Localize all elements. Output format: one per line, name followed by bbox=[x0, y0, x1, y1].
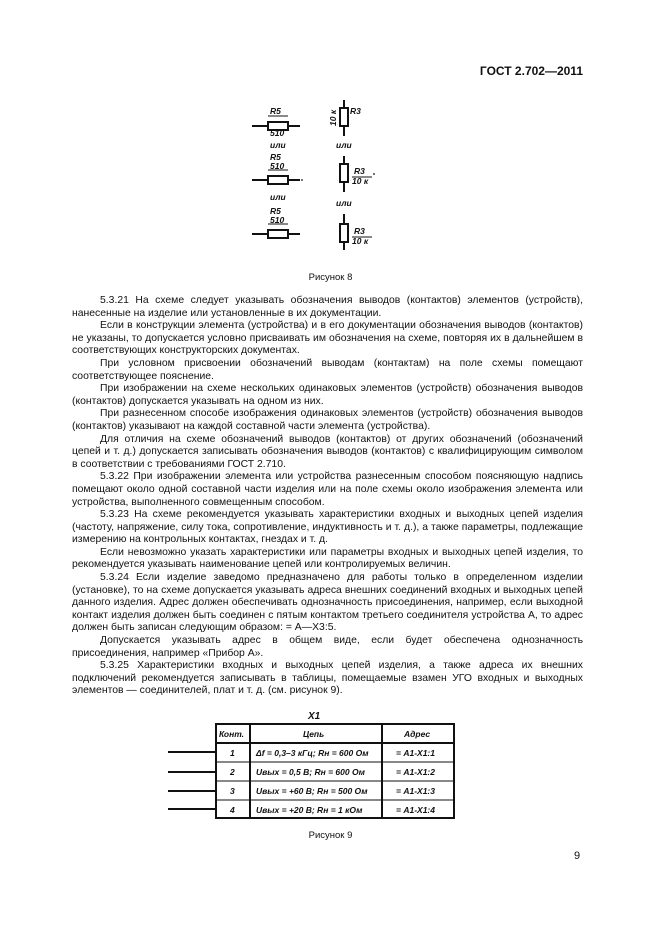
paragraph: Допускается указывать адрес в общем виде, если будет обеспечена однозначность присоединения, например «Прибор А». bbox=[72, 635, 583, 659]
ili-label: или bbox=[336, 198, 352, 208]
body-text bbox=[72, 295, 583, 698]
paragraph: Если в конструкции элемента (устройства) и в его документации обозначения выводов (контактов) не указаны, то допускается условно присваивать им обозначения на схеме, повторяя их в дальнейшем в соответствующих конструкторских документах. bbox=[72, 320, 583, 357]
r3-ref: R3 bbox=[354, 166, 365, 176]
r5-ref: R5 bbox=[270, 206, 281, 216]
paragraph: При разнесенном способе изображения одинаковых элементов (устройств) обозначения выводов (контактов) указывают на каждой составной части элемента (устройства). bbox=[72, 408, 583, 432]
table-cell: Δf = 0,3–3 кГц; Rн = 600 Ом bbox=[256, 748, 369, 758]
paragraph: При изображении на схеме нескольких одинаковых элементов (устройств) обозначения выводов (контактов) допускается указывать на одном из них. bbox=[72, 383, 583, 407]
r5-value: 510 bbox=[270, 161, 285, 171]
figure-8-caption: Рисунок 8 bbox=[308, 272, 353, 283]
ili-label: или bbox=[270, 192, 286, 202]
table-cell: Uвых = +20 В; Rн = 1 кОм bbox=[256, 805, 363, 815]
r3-value: 10 к bbox=[352, 236, 369, 246]
column-header: Конт. bbox=[219, 729, 245, 739]
r3-ref: R3 bbox=[350, 106, 361, 116]
table-cell: 3 bbox=[230, 786, 235, 796]
paragraph: 5.3.25 Характеристики входных и выходных цепей изделия, а также адреса их внешних подключений рекомендуется записывать в таблицы, помещаемые взамен УГО входных и выходных элементов — соединителей, плат и т. д. (см. рисунок 9). bbox=[72, 660, 583, 697]
page-header-standard: ГОСТ 2.702—2011 bbox=[479, 64, 583, 78]
column-header: Адрес bbox=[404, 729, 431, 739]
table-cell: 1 bbox=[230, 748, 235, 758]
r3-value: 10 к bbox=[328, 109, 338, 126]
paragraph: Если невозможно указать характеристики или параметры входных и выходных цепей изделия, то рекомендуется указывать наименование цепей или контролируемых величин. bbox=[72, 546, 583, 571]
column-header: Цепь bbox=[303, 729, 325, 739]
ili-label: или bbox=[336, 140, 352, 150]
table-cell: 2 bbox=[230, 767, 235, 777]
paragraph: Для отличия на схеме обозначений выводов (контактов) от других обозначений (обозначений цепей и т. д.) допускается записывать обозначения выводов (контактов) с квалифицирующим символом в соответствии с требованиями ГОСТ 2.710. bbox=[72, 433, 583, 470]
paragraph: 5.3.23 На схеме рекомендуется указывать характеристики входных и выходных цепей изделия (частоту, напряжение, силу тока, сопротивление, индуктивность и т. д.), а также параметры, подлежащие измерению на контрольных контактах, гнездах и т. д. bbox=[72, 509, 583, 546]
table-cell: 4 bbox=[230, 805, 235, 815]
figure-8-diagram bbox=[240, 96, 410, 256]
r3-value: 10 к bbox=[352, 176, 369, 186]
r5-value: 510 bbox=[270, 215, 285, 225]
table-cell: Uвых = +60 В; Rн = 500 Ом bbox=[256, 786, 368, 796]
paragraph: 5.3.24 Если изделие заведомо предназначено для работы только в определенном изделии (установке), то на схеме допускается указывать адреса внешних соединений входных и выходных цепей данного изделия. Адрес должен обеспечивать однозначность присоединения, например, если выходной контакт изделия должен быть соединен с пятым контактом третьего соединителя устройства А, то адрес должен быть записан следующим образом: = А—Х3:5. bbox=[72, 572, 583, 634]
r5-ref: R5 bbox=[270, 106, 281, 116]
r5-value: 510 bbox=[270, 128, 285, 138]
table-cell: = А1-Х1:4 bbox=[396, 805, 435, 815]
table-cell: = А1-Х1:1 bbox=[396, 748, 435, 758]
table-title: X1 bbox=[308, 711, 321, 722]
table-cell: = А1-Х1:2 bbox=[396, 767, 435, 777]
r5-ref: R5 bbox=[270, 152, 281, 162]
table-cell: Uвых = 0,5 В; Rн = 600 Ом bbox=[256, 767, 365, 777]
paragraph: 5.3.22 При изображении элемента или устройства разнесенным способом поясняющую надпись помещают около одной составной части изделия или на поле схемы около изображения элемента или устройства, выполненного совмещенным способом. bbox=[72, 471, 583, 508]
ili-label: или bbox=[270, 140, 286, 150]
figure-9-caption: Рисунок 9 bbox=[308, 830, 353, 841]
page-number: 9 bbox=[574, 850, 581, 862]
r3-ref: R3 bbox=[354, 226, 365, 236]
paragraph: 5.3.21 На схеме следует указывать обозначения выводов (контактов) элементов (устройств), нанесенные на изделие или установленные в их документации. bbox=[72, 295, 583, 319]
table-cell: = А1-Х1:3 bbox=[396, 786, 435, 796]
paragraph: При условном присвоении обозначений выводам (контактам) на поле схемы помещают соответствующее пояснение. bbox=[72, 357, 583, 382]
figure-9-table bbox=[168, 708, 468, 828]
